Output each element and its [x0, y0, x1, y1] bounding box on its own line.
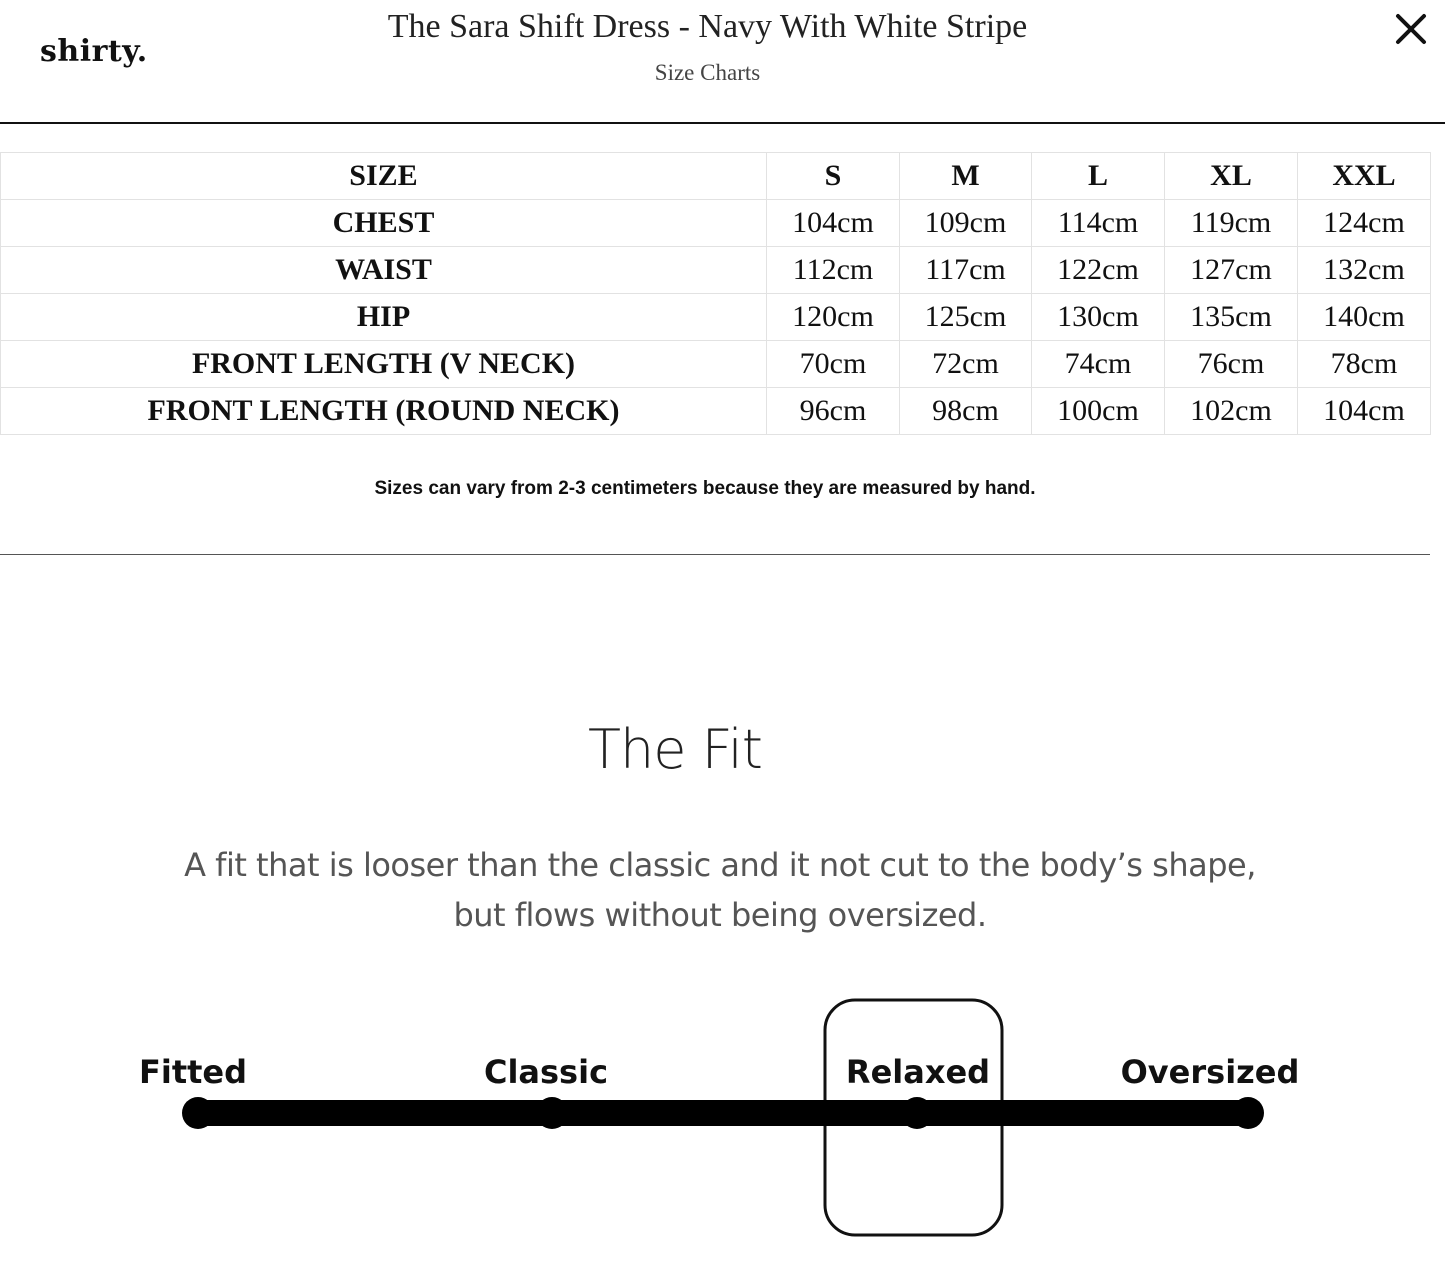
measurement-value: 100cm [1032, 388, 1165, 435]
measurement-label: HIP [1, 294, 767, 341]
measurement-value: 109cm [900, 200, 1032, 247]
measurement-label: WAIST [1, 247, 767, 294]
size-header-cell: M [900, 153, 1032, 200]
measurement-value: 98cm [900, 388, 1032, 435]
product-title: The Sara Shift Dress - Navy With White Stripe [387, 8, 1028, 45]
measurement-label: FRONT LENGTH (V NECK) [1, 341, 767, 388]
measurement-value: 130cm [1032, 294, 1165, 341]
measurement-value: 119cm [1165, 200, 1298, 247]
fit-scale-dot [536, 1097, 568, 1129]
close-button[interactable] [1390, 8, 1432, 50]
measurement-value: 104cm [767, 200, 900, 247]
measurement-value: 78cm [1298, 341, 1431, 388]
page-subtitle: Size Charts [654, 60, 761, 85]
size-header-label: SIZE [1, 153, 767, 200]
table-row [1, 200, 1431, 247]
fit-scale-dot [901, 1097, 933, 1129]
table-row [1, 294, 1431, 341]
brand-logo[interactable]: shirty. [40, 34, 148, 69]
fit-label-fitted: Fitted [138, 1053, 248, 1091]
size-chart-table [0, 152, 1431, 435]
table-row [1, 388, 1431, 435]
fit-scale-dot [1232, 1097, 1264, 1129]
fit-label-oversized: Oversized [1120, 1053, 1300, 1091]
measurement-value: 120cm [767, 294, 900, 341]
table-row [1, 247, 1431, 294]
measurement-value: 72cm [900, 341, 1032, 388]
measurement-value: 127cm [1165, 247, 1298, 294]
table-header-row [1, 153, 1431, 200]
measurement-value: 117cm [900, 247, 1032, 294]
size-header-cell: XXL [1298, 153, 1431, 200]
measurement-value: 140cm [1298, 294, 1431, 341]
fit-title: The Fit [588, 718, 762, 781]
measurement-value: 125cm [900, 294, 1032, 341]
size-header-cell: S [767, 153, 900, 200]
section-divider [0, 554, 1430, 555]
measurement-value: 112cm [767, 247, 900, 294]
measurement-label: FRONT LENGTH (ROUND NECK) [1, 388, 767, 435]
fit-label-relaxed: Relaxed [845, 1053, 991, 1091]
size-header-cell: L [1032, 153, 1165, 200]
measurement-value: 76cm [1165, 341, 1298, 388]
measurement-value: 122cm [1032, 247, 1165, 294]
measurement-value: 96cm [767, 388, 900, 435]
measurement-note: Sizes can vary from 2-3 centimeters because they are measured by hand. [374, 478, 1036, 499]
measurement-value: 132cm [1298, 247, 1431, 294]
measurement-value: 70cm [767, 341, 900, 388]
fit-label-classic: Classic [483, 1053, 609, 1091]
measurement-value: 135cm [1165, 294, 1298, 341]
modal-header [0, 0, 1445, 124]
size-header-cell: XL [1165, 153, 1298, 200]
table-row [1, 341, 1431, 388]
measurement-label: CHEST [1, 200, 767, 247]
measurement-value: 124cm [1298, 200, 1431, 247]
fit-scale [0, 990, 1445, 1250]
measurement-value: 74cm [1032, 341, 1165, 388]
measurement-value: 104cm [1298, 388, 1431, 435]
fit-description: A fit that is looser than the classic and it not cut to the body’s shape, but flows without being oversized. [184, 846, 1256, 934]
measurement-value: 102cm [1165, 388, 1298, 435]
measurement-value: 114cm [1032, 200, 1165, 247]
fit-scale-dot [182, 1097, 214, 1129]
close-icon [1390, 8, 1432, 50]
